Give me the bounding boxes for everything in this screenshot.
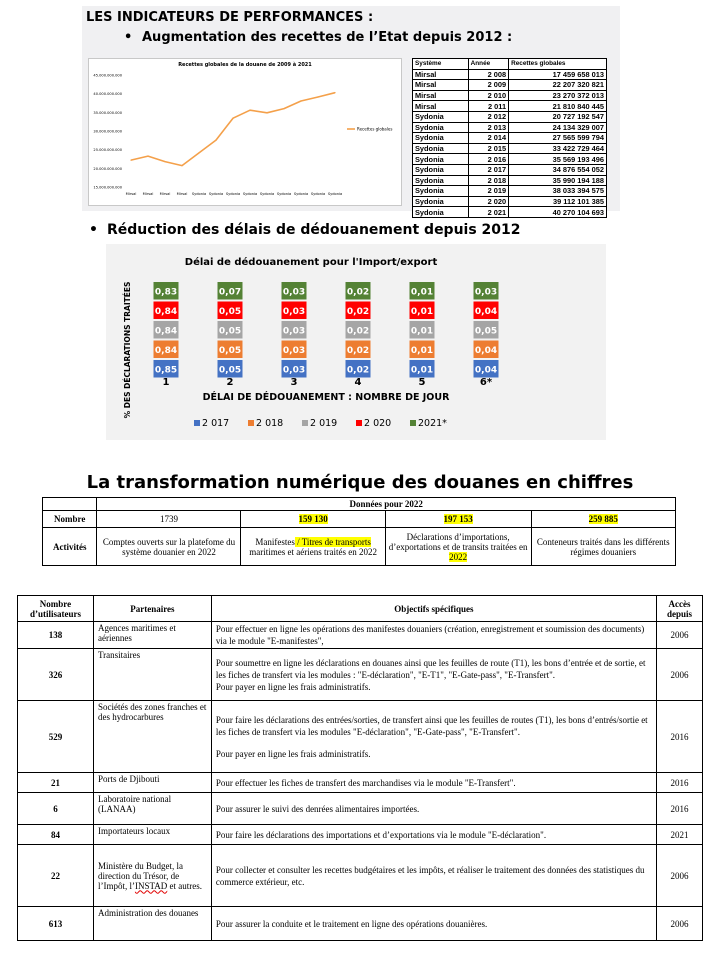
access-year-cell: 2006 [657,845,703,907]
bar-data-label: 0,01 [410,345,434,356]
table-row [413,154,607,165]
bar-data-label: 0,84 [154,326,178,337]
table-row [413,196,607,207]
system-cell: Sydonia [413,111,469,122]
bar-chart-title: Délai de dédouanement pour l'Import/export [184,257,438,268]
access-year-cell: 2021 [657,825,703,845]
objective-cell [211,649,656,701]
table-row [18,907,703,941]
y-tick-label: 45.000.000.000 [93,73,122,78]
partners-table [17,595,703,941]
revenue-cell: 40 270 104 693 [509,207,607,218]
data-point [147,156,148,157]
data-point [215,139,216,140]
count-cell: 1739 [97,511,241,528]
system-cell: Mirsal [413,80,469,91]
user-count-cell: 326 [18,649,94,701]
year-cell: 2 021 [468,207,508,218]
table-row [18,793,703,825]
bar-data-label: 0,04 [474,365,498,376]
year-cell: 2 020 [468,196,508,207]
system-cell: Sydonia [413,133,469,144]
count-value-highlight: 159 130 [298,514,328,524]
system-cell: Sydonia [413,154,469,165]
year-cell: 2 012 [468,111,508,122]
x-tick-label: 1 [162,377,170,388]
bar-data-label: 0,84 [154,306,178,317]
row-label-nombre: Nombre [43,511,97,528]
user-count-cell: 21 [18,773,94,793]
column-header: Accès depuis [657,596,703,622]
system-cell: Mirsal [413,69,469,80]
access-year-cell: 2016 [657,793,703,825]
table-row [413,175,607,186]
year-cell: 2 009 [468,80,508,91]
revenue-table [412,58,607,218]
bar-data-label: 0,05 [218,326,242,337]
y-tick-label: 30.000.000.000 [93,129,122,134]
bar-data-label: 0,85 [154,365,178,376]
system-cell: Sydonia [413,143,469,154]
legend-label: 2 017 [202,418,230,429]
objective-cell [211,701,656,773]
partner-cell: Ministère du Budget, la direction du Trésor, de l’Impôt, l’INSTAD et autres. [93,845,211,907]
data-point [198,152,199,153]
x-axis-label: DÉLAI DE DÉDOUANEMENT : NOMBRE DE JOUR [202,392,450,403]
data-point [317,96,318,97]
revenue-subheading-text: Augmentation des recettes de l’Etat depuis 2012 : [142,30,513,45]
legend-swatch [410,420,416,426]
table-row [18,701,703,773]
bar-data-label: 0,01 [410,365,434,376]
table-row [413,143,607,154]
bar-data-label: 0,04 [474,306,498,317]
legend-label: 2021* [418,418,447,429]
activity-cell: Conteneurs traités dans les différents régimes douaniers [531,528,675,566]
column-header: Objectifs spécifiques [211,596,656,622]
bar-data-label: 0,03 [282,326,306,337]
partner-cell: Administration des douanes [93,907,211,941]
bar-data-label: 0,84 [154,345,178,356]
table-row [413,186,607,197]
bar-data-label: 0,03 [282,345,306,356]
delay-stacked-bar-chart [106,244,606,440]
data-point [232,118,233,119]
x-tick-label: Sydonia [242,192,258,196]
system-cell: Mirsal [413,90,469,101]
x-tick-label: Mirsal [159,192,171,196]
activity-cell: Manifestes / Titres de transports maritimes et aériens traités en 2022 [241,528,385,566]
system-cell: Sydonia [413,207,469,218]
access-year-cell: 2016 [657,701,703,773]
objective-cell [211,907,656,941]
line-chart-title: Recettes globales de la douane de 2009 à 2021 [178,62,312,68]
objective-paragraph: Pour soumettre en ligne les déclarations en douanes ainsi que les feuilles de route (T1), les bons d’entrée et de sortie, et les fiches de transfert via les modules : "E-déclaration", "E-T1", "E-Gate-pass", "E-Transfert". [215,657,646,680]
legend-swatch [356,420,362,426]
year-cell: 2 010 [468,90,508,101]
bar-data-label: 0,04 [474,345,498,356]
x-tick-label: Sydonia [293,192,309,196]
partner-cell: Sociétés des zones franches et des hydrocarbures [93,701,211,773]
bar-data-label: 0,02 [346,306,370,317]
table-row [18,773,703,793]
count-cell [241,511,385,528]
objective-paragraph: Pour effectuer en ligne les opérations des manifestes douaniers (création, enregistrement et soumission des documents) via le module "E-manifestes", [215,624,645,646]
objective-cell [211,845,656,907]
x-tick-label: Mirsal [176,192,188,196]
row-label-activites: Activités [43,528,97,566]
bar-data-label: 0,02 [346,287,370,298]
data-point [334,92,335,93]
delay-subheading-text: Réduction des délais de dédouanement depuis 2012 [107,222,521,238]
column-header: Système [413,59,469,70]
legend-label: 2 020 [364,418,392,429]
user-count-cell: 138 [18,622,94,649]
x-tick-label: Sydonia [208,192,224,196]
column-header: Nombre d’utilisateurs [18,596,94,622]
year-cell: 2 011 [468,101,508,112]
revenue-cell: 39 112 101 385 [509,196,607,207]
revenue-cell: 34 876 554 052 [509,164,607,175]
x-tick-label: Mirsal [125,192,137,196]
table-row [413,133,607,144]
revenue-table-header-row [413,59,607,70]
bar-data-label: 0,05 [218,306,242,317]
data-point [130,159,131,160]
series-line-recettes-globales [131,93,335,166]
year-cell: 2 014 [468,133,508,144]
partner-cell: Agences maritimes et aériennes [93,622,211,649]
objective-paragraph: Pour collecter et consulter les recettes budgétaires et les impôts, et réaliser le traitement des données des statistiques du commerce extérieur, etc. [215,864,645,887]
count-value-highlight: 197 153 [443,514,473,524]
user-count-cell: 529 [18,701,94,773]
objective-paragraph: Pour payer en ligne les frais administratifs. [215,681,371,692]
objective-paragraph: Pour faire les déclarations des entrées/sorties, de transfert ainsi que les feuilles de routes (T1), les bons d’entrés/sortie et les fiches de transfert via les modules "E-déclaration", "E-Gate-pass", "E-Transfert". [215,714,648,737]
y-tick-label: 25.000.000.000 [93,148,122,153]
revenue-line-chart [88,58,402,206]
count-cell [531,511,675,528]
x-tick-label: Sydonia [327,192,343,196]
x-tick-label: Sydonia [225,192,241,196]
y-axis-label: % DES DÉCLARATIONS TRAITÉES [123,281,132,419]
x-tick-label: 2 [226,377,234,388]
year-cell: 2 008 [468,69,508,80]
user-count-cell: 6 [18,793,94,825]
y-tick-label: 35.000.000.000 [93,110,122,115]
bullet: • [89,222,98,238]
performance-indicators-heading: LES INDICATEURS DE PERFORMANCES : [86,10,374,25]
line-chart-svg [89,59,403,207]
highlighted-text: / Titres de transports [294,536,371,547]
system-cell: Sydonia [413,196,469,207]
table-row [413,80,607,91]
x-tick-label: Sydonia [191,192,207,196]
revenue-cell: 24 134 329 007 [509,122,607,133]
revenue-subheading [124,30,512,45]
data-point [181,165,182,166]
table-row [413,164,607,175]
legend-label: 2 019 [310,418,338,429]
count-value-highlight: 259 885 [588,514,618,524]
objective-cell [211,793,656,825]
year-cell: 2 016 [468,154,508,165]
revenue-cell: 35 569 193 496 [509,154,607,165]
objective-paragraph: Pour faire les déclarations des importations et d’exportations via le module "E-déclaration". [215,829,547,840]
column-header: Partenaires [93,596,211,622]
bar-data-label: 0,03 [474,287,498,298]
data-point [283,108,284,109]
bar-data-label: 0,03 [282,306,306,317]
objective-cell [211,825,656,845]
objective-paragraph: Pour assurer le suivi des denrées alimentaires importées. [215,803,420,814]
x-tick-label: Sydonia [276,192,292,196]
bar-data-label: 0,05 [474,326,498,337]
table-row [413,101,607,112]
delay-subheading [89,222,521,238]
digital-transformation-title: La transformation numérique des douanes en chiffres [86,472,634,493]
system-cell: Mirsal [413,101,469,112]
legend-swatch [302,420,308,426]
misspelled-word: INSTAD [134,880,168,891]
activity-cell: Comptes ouverts sur la platefome du système douanier en 2022 [97,528,241,566]
revenue-cell: 38 033 394 575 [509,186,607,197]
y-tick-label: 15.000.000.000 [93,185,122,190]
objective-cell [211,622,656,649]
revenue-cell: 20 727 192 547 [509,111,607,122]
table-row [413,69,607,80]
legend-swatch [248,420,254,426]
revenue-cell: 21 810 840 445 [509,101,607,112]
data-point [300,100,301,101]
objective-cell [211,773,656,793]
table-row [18,845,703,907]
bar-data-label: 0,03 [282,287,306,298]
x-tick-label: Sydonia [310,192,326,196]
x-tick-label: 6* [479,377,493,388]
bar-data-label: 0,01 [410,326,434,337]
x-tick-label: Mirsal [142,192,154,196]
table-row [413,90,607,101]
data-2022-table [42,497,676,566]
bar-data-label: 0,07 [218,287,242,298]
table-row [18,649,703,701]
column-header: Recettes globales [509,59,607,70]
data-point [249,110,250,111]
bar-data-label: 0,02 [346,345,370,356]
bar-data-label: 0,03 [282,365,306,376]
system-cell: Sydonia [413,186,469,197]
access-year-cell: 2006 [657,907,703,941]
data-point [266,112,267,113]
bar-data-label: 0,02 [346,365,370,376]
bar-data-label: 0,01 [410,287,434,298]
system-cell: Sydonia [413,122,469,133]
revenue-cell: 35 990 194 188 [509,175,607,186]
legend-label: 2 018 [256,418,284,429]
user-count-cell: 613 [18,907,94,941]
bar-data-label: 0,05 [218,345,242,356]
system-cell: Sydonia [413,175,469,186]
x-tick-label: 5 [418,377,426,388]
access-year-cell: 2006 [657,649,703,701]
y-tick-label: 20.000.000.000 [93,166,122,171]
bar-data-label: 0,02 [346,326,370,337]
bar-data-label: 0,83 [154,287,178,298]
partner-cell: Ports de Djibouti [93,773,211,793]
objective-paragraph: Pour assurer la conduite et le traitement en ligne des opérations douanières. [215,918,488,929]
user-count-cell: 84 [18,825,94,845]
x-tick-label: 3 [290,377,298,388]
x-tick-label: Sydonia [259,192,275,196]
user-count-cell: 22 [18,845,94,907]
year-cell: 2 015 [468,143,508,154]
year-cell: 2 017 [468,164,508,175]
bar-data-label: 0,01 [410,306,434,317]
year-cell: 2 013 [468,122,508,133]
objective-paragraph: Pour effectuer les fiches de transfert des marchandises via le module "E-Transfert". [215,777,516,788]
data-point [164,161,165,162]
partner-cell: Importateurs locaux [93,825,211,845]
legend-label: Recettes globales [357,126,393,132]
corner-cell [43,498,97,511]
system-cell: Sydonia [413,164,469,175]
objective-paragraph: Pour payer en ligne les frais administratifs. [215,748,371,759]
access-year-cell: 2006 [657,622,703,649]
data-2022-header: Données pour 2022 [97,498,676,511]
table-row [18,825,703,845]
partner-cell: Laboratoire national (LANAA) [93,793,211,825]
revenue-cell: 17 459 658 013 [509,69,607,80]
partner-cell: Transitaires [93,649,211,701]
y-tick-label: 40.000.000.000 [93,92,122,97]
revenue-cell: 33 422 729 464 [509,143,607,154]
legend-swatch [194,420,200,426]
column-header: Année [468,59,508,70]
access-year-cell: 2016 [657,773,703,793]
table-row [18,622,703,649]
count-cell [385,511,531,528]
revenue-cell: 27 565 599 794 [509,133,607,144]
year-cell: 2 018 [468,175,508,186]
year-cell: 2 019 [468,186,508,197]
table-row [413,207,607,218]
revenue-cell: 22 207 320 821 [509,80,607,91]
highlighted-text: 2022 [449,551,468,562]
bar-data-label: 0,05 [218,365,242,376]
x-tick-label: 4 [354,377,362,388]
table-row [413,111,607,122]
bullet: • [124,30,133,45]
activity-cell: Déclarations d’importations, d’exportations et de transits traitées en 2022 [385,528,531,566]
table-row [413,122,607,133]
revenue-cell: 23 270 372 013 [509,90,607,101]
